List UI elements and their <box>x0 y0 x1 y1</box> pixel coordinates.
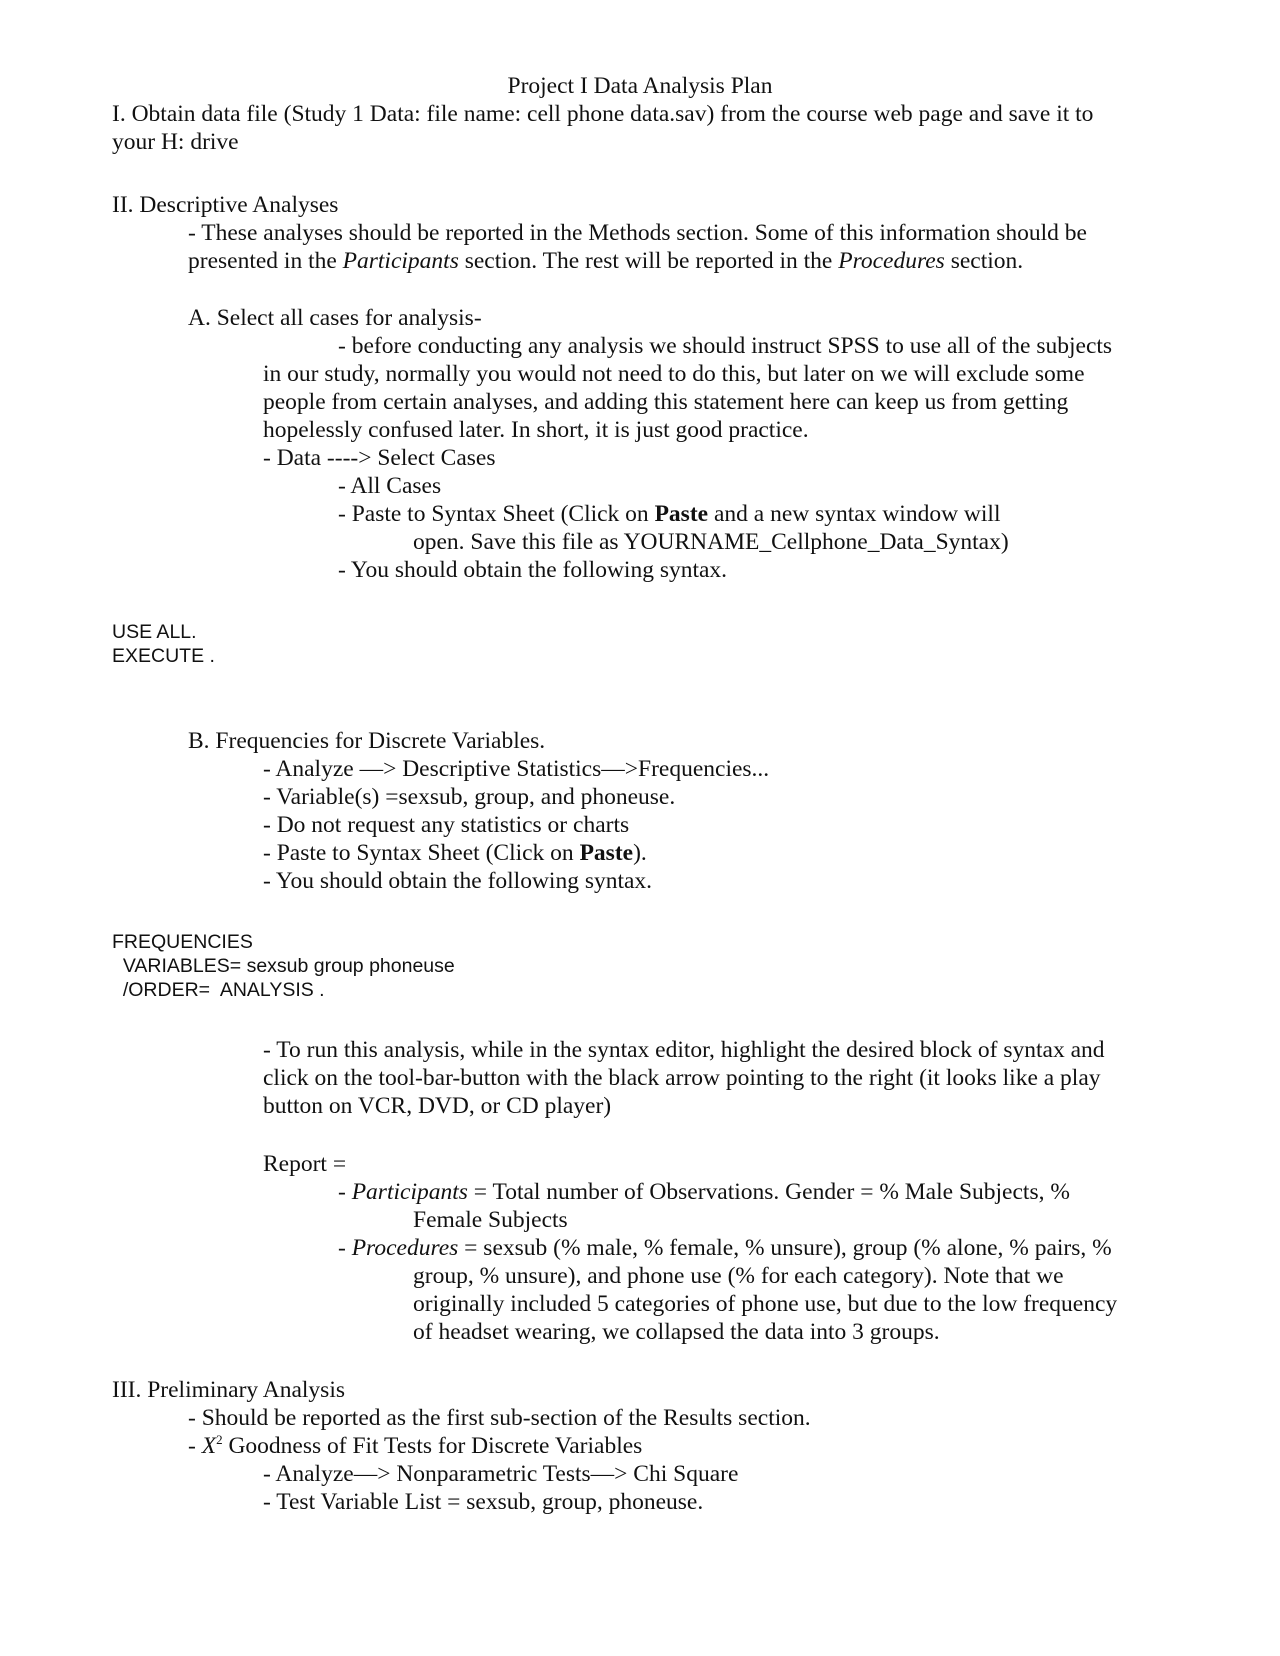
s4-text-a: - Paste to Syntax Sheet (Click on <box>263 840 580 866</box>
r2-text: = sexsub (% male, % female, % unsure), group (% alone, % pairs, % <box>458 1235 1112 1261</box>
subsection-b-step2: - Variable(s) =sexsub, group, and phoneuse. <box>263 784 676 810</box>
subsection-a-heading: A. Select all cases for analysis- <box>188 305 482 331</box>
chi-x: X <box>201 1433 217 1459</box>
subsection-a-para-line3: people from certain analyses, and adding this statement here can keep us from getting <box>263 389 1069 415</box>
page-title: Project I Data Analysis Plan <box>507 73 773 99</box>
syntax-frequencies: FREQUENCIES <box>112 931 253 953</box>
s4-text-b: ). <box>633 840 647 866</box>
section2-intro-line2 <box>188 247 1023 275</box>
step-paste-bold: Paste <box>654 501 709 527</box>
section3-line3: - Analyze—> Nonparametric Tests—> Chi Square <box>263 1461 739 1487</box>
intro-text-b: section. The rest will be reported in the <box>458 248 839 274</box>
report-participants-cont: Female Subjects <box>413 1207 568 1233</box>
subsection-b-step5: - You should obtain the following syntax. <box>263 868 653 894</box>
subsection-a-menu-path: - Data ----> Select Cases <box>263 445 496 471</box>
l2-text: Goodness of Fit Tests for Discrete Variables <box>222 1433 643 1459</box>
report-procedures-cont3: of headset wearing, we collapsed the data into 3 groups. <box>413 1319 940 1345</box>
r2-dash: - <box>338 1235 352 1261</box>
subsection-a-para-line2: in our study, normally you would not need to do this, but later on we will exclude some <box>263 361 1085 387</box>
section2-intro-line1: - These analyses should be reported in the Methods section. Some of this information should be <box>188 220 1087 246</box>
subsection-a-para-line4: hopelessly confused later. In short, it is just good practice. <box>263 417 809 443</box>
subsection-b-step1: - Analyze —> Descriptive Statistics—>Frequencies... <box>263 756 770 782</box>
subsection-b-step4 <box>263 839 647 867</box>
step-paste-text-b: and a new syntax window will <box>708 501 1001 527</box>
section3-heading: III. Preliminary Analysis <box>112 1377 346 1403</box>
section1-line2: your H: drive <box>112 129 239 155</box>
chi-superscript: 2 <box>216 1432 223 1447</box>
r1-text: = Total number of Observations. Gender = % Male Subjects, % <box>467 1179 1070 1205</box>
subsection-a-step-all-cases: - All Cases <box>338 473 442 499</box>
intro-text-a: presented in the <box>188 248 343 274</box>
subsection-a-step-paste <box>338 500 1000 528</box>
subsection-b-step3: - Do not request any statistics or charts <box>263 812 630 838</box>
section3-line4: - Test Variable List = sexsub, group, phoneuse. <box>263 1489 704 1515</box>
syntax-execute: EXECUTE . <box>112 645 215 667</box>
l2-dash: - <box>188 1433 202 1459</box>
run-instructions-line3: button on VCR, DVD, or CD player) <box>263 1093 612 1119</box>
report-procedures <box>338 1234 1112 1262</box>
section1-line1: I. Obtain data file (Study 1 Data: file name: cell phone data.sav) from the course web page and save it to <box>112 101 1094 127</box>
subsection-a-step-paste-cont: open. Save this file as YOURNAME_Cellphone_Data_Syntax) <box>413 529 1009 555</box>
intro-em-participants: Participants <box>342 248 459 274</box>
subsection-a-para-line1: - before conducting any analysis we should instruct SPSS to use all of the subjects <box>338 333 1113 359</box>
s4-bold: Paste <box>579 840 634 866</box>
syntax-variables: VARIABLES= sexsub group phoneuse <box>112 955 455 977</box>
r1-em-participants: Participants <box>351 1179 468 1205</box>
run-instructions-line1: - To run this analysis, while in the syntax editor, highlight the desired block of syntax and <box>263 1037 1105 1063</box>
report-procedures-cont1: group, % unsure), and phone use (% for each category). Note that we <box>413 1263 1064 1289</box>
report-procedures-cont2: originally included 5 categories of phone use, but due to the low frequency <box>413 1291 1118 1317</box>
report-participants <box>338 1178 1070 1206</box>
syntax-use-all: USE ALL. <box>112 621 197 643</box>
section3-line1: - Should be reported as the first sub-section of the Results section. <box>188 1405 811 1431</box>
section3-line2 <box>188 1432 642 1460</box>
intro-em-procedures: Procedures <box>838 248 945 274</box>
run-instructions-line2: click on the tool-bar-button with the black arrow pointing to the right (it looks like a play <box>263 1065 1101 1091</box>
report-label: Report = <box>263 1151 347 1177</box>
r2-em-procedures: Procedures <box>351 1235 459 1261</box>
section2-heading: II. Descriptive Analyses <box>112 192 339 218</box>
subsection-a-step-obtain: - You should obtain the following syntax. <box>338 557 728 583</box>
syntax-order: /ORDER= ANALYSIS . <box>112 979 325 1001</box>
step-paste-text-a: - Paste to Syntax Sheet (Click on <box>338 501 655 527</box>
intro-text-c: section. <box>944 248 1024 274</box>
subsection-b-heading: B. Frequencies for Discrete Variables. <box>188 728 546 754</box>
r1-dash: - <box>338 1179 352 1205</box>
